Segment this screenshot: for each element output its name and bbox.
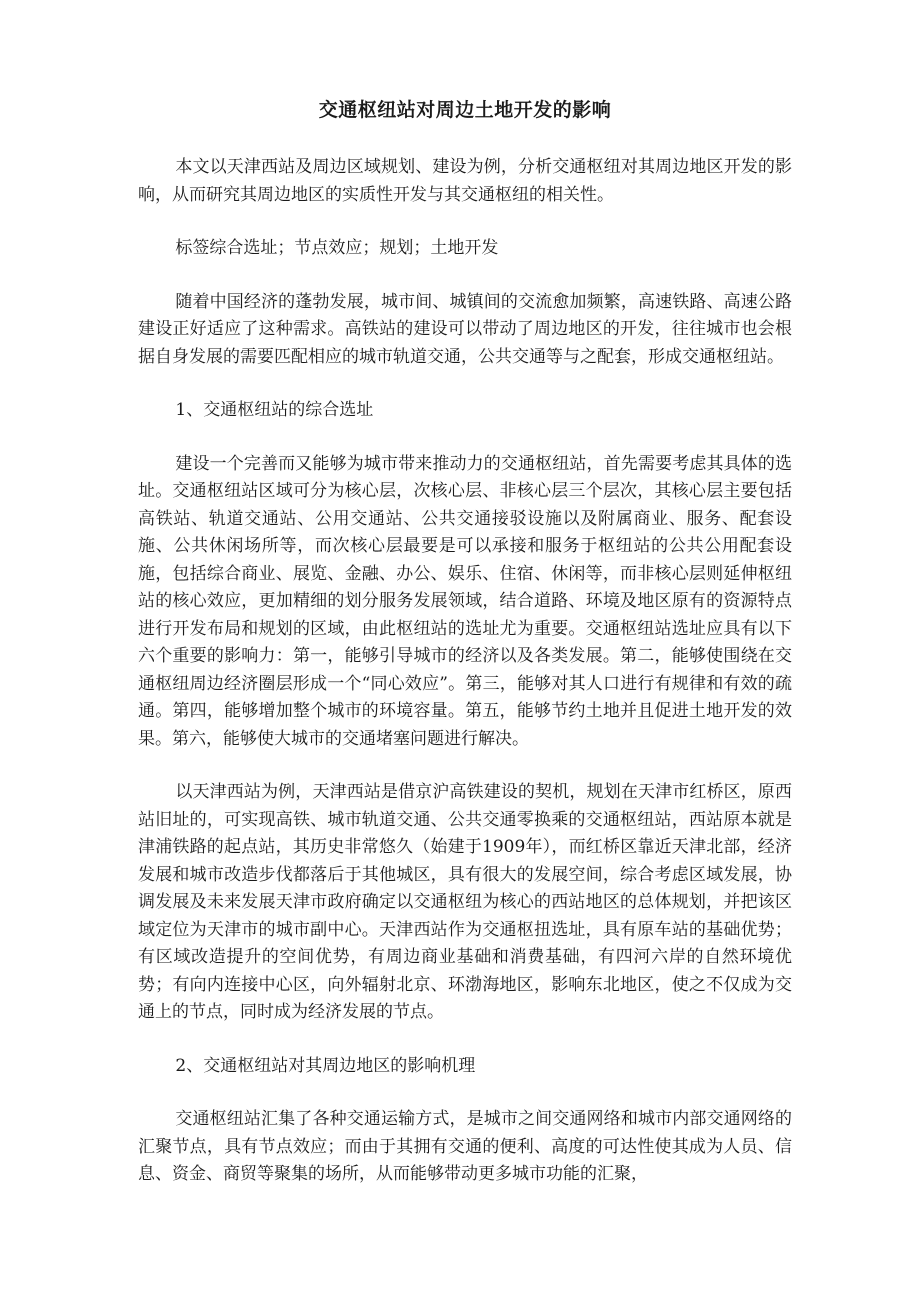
mechanism-paragraph: 交通枢纽站汇集了各种交通运输方式，是城市之间交通网络和城市内部交通网络的汇聚节点，具有节点效应；而由于其拥有交通的便利、高度的可达性使其成为人员、信息、资金、商贸等聚集的场所，从而能够带动更多城市功能的汇聚， [138,1109,792,1184]
intro-paragraph: 随着中国经济的蓬勃发展，城市间、城镇间的交流愈加频繁，高速铁路、高速公路建设正好适应了这种需求。高铁站的建设可以带动了周边地区的开发，往往城市也会根据自身发展的需要匹配相应的城市轨道交通，公共交通等与之配套，形成交通枢纽站。 [138,291,792,367]
keywords-paragraph: 标签综合选址；节点效应；规划；土地开发 [175,238,499,258]
section-heading-1: 1、交通枢纽站的综合选址 [175,400,374,420]
abstract-paragraph: 本文以天津西站及周边区域规划、建设为例，分析交通枢纽对其周边地区开发的影响，从而研究其周边地区的实质性开发与其交通枢纽的相关性。 [138,157,792,205]
document-page [138,96,792,1189]
site-selection-paragraph: 建设一个完善而又能够为城市带来推动力的交通枢纽站，首先需要考虑其具体的选址。交通枢纽站区域可分为核心层，次核心层、非核心层三个层次，其核心层主要包括高铁站、轨道交通站、公用交通站、公共交通接驳设施以及附属商业、服务、配套设施、公共休闲场所等，而次核心层最要是可以承接和服务于枢纽站的公共公用配套设施，包括综合商业、展览、金融、办公、娱乐、住宿、休闲等，而非核心层则延伸枢纽站的核心效应，更加精细的划分服务发展领域，结合道路、环境及地区原有的资源特点进行开发布局和规划的区域，由此枢纽站的选址尤为重要。交通枢纽站选址应具有以下六个重要的影响力：第一，能够引导城市的经济以及各类发展。第二，能够使围绕在交通枢纽周边经济圈层形成一个“同心效应”。第三，能够对其人口进行有规律和有效的疏通。第四，能够增加整个城市的环境容量。第五，能够节约土地并且促进土地开发的效果。第六，能够使大城市的交通堵塞问题进行解决。 [138,453,792,749]
tianjin-west-paragraph: 以天津西站为例，天津西站是借京沪高铁建设的契机，规划在天津市红桥区，原西站旧址的，可实现高铁、城市轨道交通、公共交通零换乘的交通枢纽站，西站原本就是津浦铁路的起点站，其历史非常悠久（始建于1909年），而红桥区靠近天津北部，经济发展和城市改造步伐都落后于其他城区，具有很大的发展空间，综合考虑区域发展，协调发展及未来发展天津市政府确定以交通枢纽为核心的西站地区的总体规划，并把该区域定位为天津市的城市副中心。天津西站作为交通枢扭选址，具有原车站的基础优势；有区域改造提升的空间优势，有周边商业基础和消费基础，有四河六岸的自然环境优势；有向内连接中心区，向外辐射北京、环渤海地区，影响东北地区，使之不仅成为交通上的节点，同时成为经济发展的节点。 [138,782,792,1022]
section-heading-2: 2、交通枢纽站对其周边地区的影响机理 [175,1055,476,1076]
document-title: 交通枢纽站对周边土地开发的影响 [318,99,612,121]
